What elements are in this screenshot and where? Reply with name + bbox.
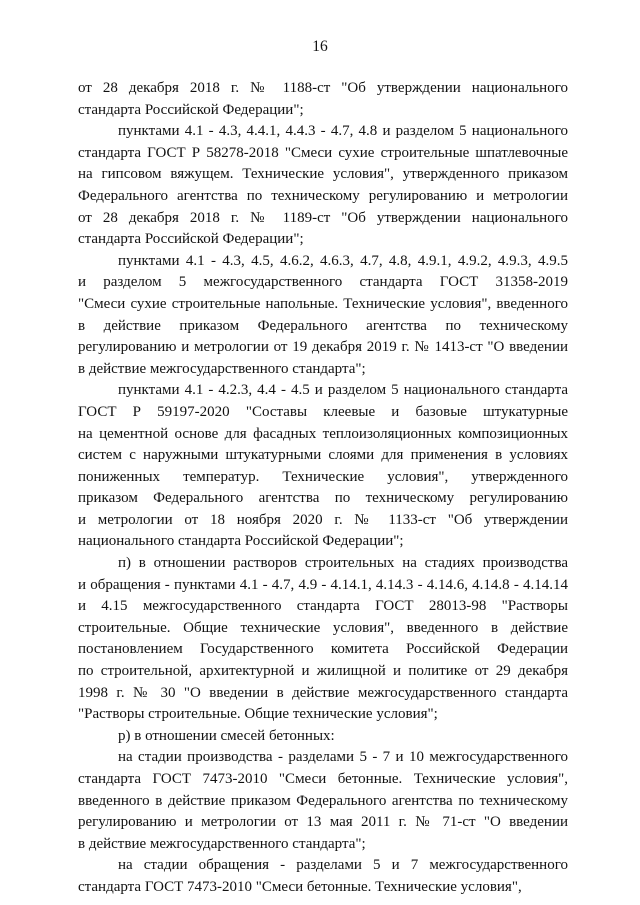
text-line: постановлением Государственного комитета Российской Федерации [78,641,568,658]
text-line: стандарта ГОСТ 7473-2010 "Смеси бетонные. Технические условия", [78,878,522,895]
paragraph [78,78,568,121]
text-line: на цементной основе для фасадных теплоизоляционных композиционных [78,425,568,442]
paragraph [78,121,568,251]
paragraph [78,747,568,855]
text-line: в действие межгосударственного стандарта"; [78,835,366,852]
text-line: от 28 декабря 2018 г. № 1189-ст "Об утверждении национального [78,209,568,226]
paragraph [78,726,568,748]
text-line: строительные. Общие технические условия", введенного в действие [78,619,568,636]
text-line: ГОСТ Р 59197-2020 "Составы клеевые и базовые штукатурные [78,403,568,420]
text-line: "Смеси сухие строительные напольные. Технические условия", введенного [78,295,568,312]
text-line: на стадии обращения - разделами 5 и 7 межгосударственного [118,857,568,874]
text-line: и обращения - пунктами 4.1 - 4.7, 4.9 - 4.14.1, 4.14.3 - 4.14.6, 4.14.8 - 4.14.14 [78,576,568,593]
text-line: пунктами 4.1 - 4.2.3, 4.4 - 4.5 и разделом 5 национального стандарта [118,382,568,399]
text-line: в действие приказом Федерального агентства по техническому [78,317,568,334]
text-line: и метрологии от 18 ноября 2020 г. № 1133-ст "Об утверждении [78,511,568,528]
paragraph [78,251,568,381]
text-line: стандарта Российской Федерации"; [78,101,304,118]
text-line: стандарта ГОСТ Р 58278-2018 "Смеси сухие строительные шпатлевочные [78,144,568,161]
text-line: Федерального агентства по техническому регулированию и метрологии [78,187,568,204]
text-line: пунктами 4.1 - 4.3, 4.5, 4.6.2, 4.6.3, 4.7, 4.8, 4.9.1, 4.9.2, 4.9.3, 4.9.5 [118,252,568,269]
text-line: приказом Федерального агентства по техническому регулированию [78,490,568,507]
text-line: в действие межгосударственного стандарта"; [78,360,366,377]
text-line: регулированию и метрологии от 13 мая 2011 г. № 71-ст "О введении [78,814,568,831]
text-line: и 4.15 межгосударственного стандарта ГОСТ 28013-98 "Растворы [78,598,568,615]
text-line: и разделом 5 межгосударственного стандарта ГОСТ 31358-2019 [78,274,568,291]
text-line: 1998 г. № 30 "О введении в действие межгосударственного стандарта [78,684,568,701]
text-line: пунктами 4.1 - 4.3, 4.4.1, 4.4.3 - 4.7, 4.8 и разделом 5 национального [118,123,568,140]
document-body [78,78,568,899]
text-line: национального стандарта Российской Федерации"; [78,533,404,550]
text-line: систем с наружными штукатурными слоями для применения в условиях [78,447,568,464]
text-line: стандарта Российской Федерации"; [78,231,304,248]
text-line: введенного в действие приказом Федерального агентства по техническому [78,792,568,809]
text-line: р) в отношении смесей бетонных: [118,727,335,744]
text-line: пониженных температур. Технические условия", утвержденного [78,468,568,485]
text-line: стандарта ГОСТ 7473-2010 "Смеси бетонные. Технические условия", [78,771,568,787]
page-number: 16 [312,38,328,55]
text-line: на стадии производства - разделами 5 - 7 и 10 межгосударственного [118,749,568,766]
text-line: от 28 декабря 2018 г. № 1188-ст "Об утверждении национального [78,80,568,96]
text-line: на гипсовом вяжущем. Технические условия", утвержденного приказом [78,166,568,183]
text-line: "Растворы строительные. Общие технические условия"; [78,706,438,723]
paragraph [78,855,568,898]
text-line: регулированию и метрологии от 19 декабря 2019 г. № 1413-ст "О введении [78,339,568,356]
paragraph [78,553,568,726]
paragraph [78,380,568,553]
text-line: п) в отношении растворов строительных на стадиях производства [118,555,568,572]
text-line: по строительной, архитектурной и жилищной и политике от 29 декабря [78,663,568,680]
